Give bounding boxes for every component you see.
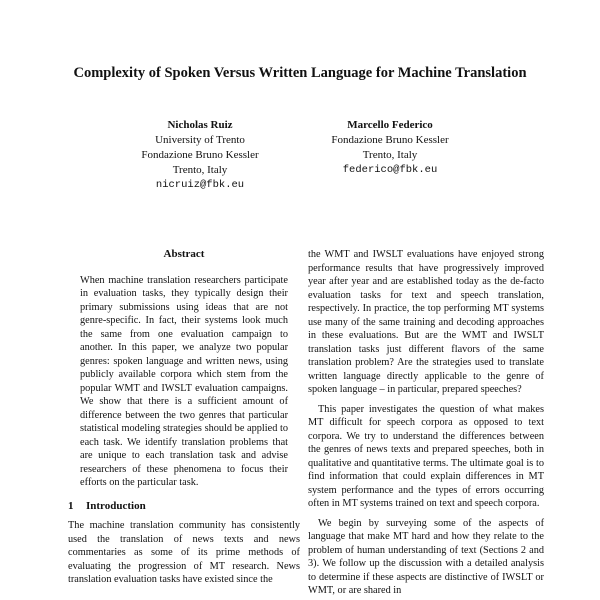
author-email: federico@fbk.eu xyxy=(342,164,438,176)
body-paragraph: We begin by surveying some of the aspects of language that make MT hard and how they relate to the problem of human understanding of text (Sections 2 and 3). We follow up the discussion with a detailed analysis to determine if these aspects are distinctive of IWSLT or WMT, or are shared in xyxy=(308,517,544,596)
author-affiliation: Fondazione Bruno Kessler xyxy=(141,149,259,161)
author-location: Trento, Italy xyxy=(172,164,228,176)
section-number: 1 xyxy=(68,499,74,512)
right-column xyxy=(308,248,544,598)
body-paragraph: This paper investigates the question of what makes MT difficult for speech corpora as opposed to text corpora. We try to understand the differences between the genres of news texts and prepared speeches, both in qualitative and quantitative terms. The ultimate goal is to find information that could explain differences in MT system performance and the types of errors occurring often in MT systems trained on text and speech corpora. xyxy=(308,403,544,509)
author-name: Nicholas Ruiz xyxy=(167,119,233,131)
author-email: nicruiz@fbk.eu xyxy=(155,179,245,191)
paper-title: Complexity of Spoken Versus Written Language for Machine Translation xyxy=(73,65,527,81)
author-affiliation: University of Trento xyxy=(155,134,245,146)
author-location: Trento, Italy xyxy=(362,149,418,161)
section-heading-introduction xyxy=(68,500,300,514)
abstract-text: When machine translation researchers participate in evaluation tasks, they typically design their primary submissions using ideas that are not genre-specific. In fact, their systems look much the same from one evaluation campaign to another. In this paper, we analyze two popular genres: spoken language and written news, using publicly available corpora which stem from the popular WMT and IWSLT evaluation campaigns. We show that there is a sufficient amount of difference between the two genres that particular statistical modeling strategies should be applied to each task. We identify translation problems that are unique to each translation task and advise researchers of these phenomena to focus their efforts on the particular task. xyxy=(80,274,288,488)
author-block-federico xyxy=(280,118,500,178)
author-affiliation: Fondazione Bruno Kessler xyxy=(331,134,449,146)
body-paragraph: the WMT and IWSLT evaluations have enjoyed strong performance results that have progressively improved year after year and are established today as the de-facto evaluation tasks for text and speech translation, respectively. In practice, the top performing MT systems use many of the same training and decoding approaches in these evaluations. But are the WMT and IWSLT translation tasks just different flavors of the same translation problem? Are the strategies used to translate written language directly applicable to the genre of spoken language – in particular, prepared speeches? xyxy=(308,249,544,395)
left-column xyxy=(68,248,300,587)
abstract-heading: Abstract xyxy=(163,248,205,260)
author-block-ruiz xyxy=(90,118,310,193)
section-title: Introduction xyxy=(86,499,146,512)
intro-paragraph: The machine translation community has consistently used the translation of news texts and news commentaries as some of its prime methods of evaluating the progression of MT research. News translation evaluation tasks have existed since the xyxy=(68,520,300,585)
author-name: Marcello Federico xyxy=(347,119,433,131)
